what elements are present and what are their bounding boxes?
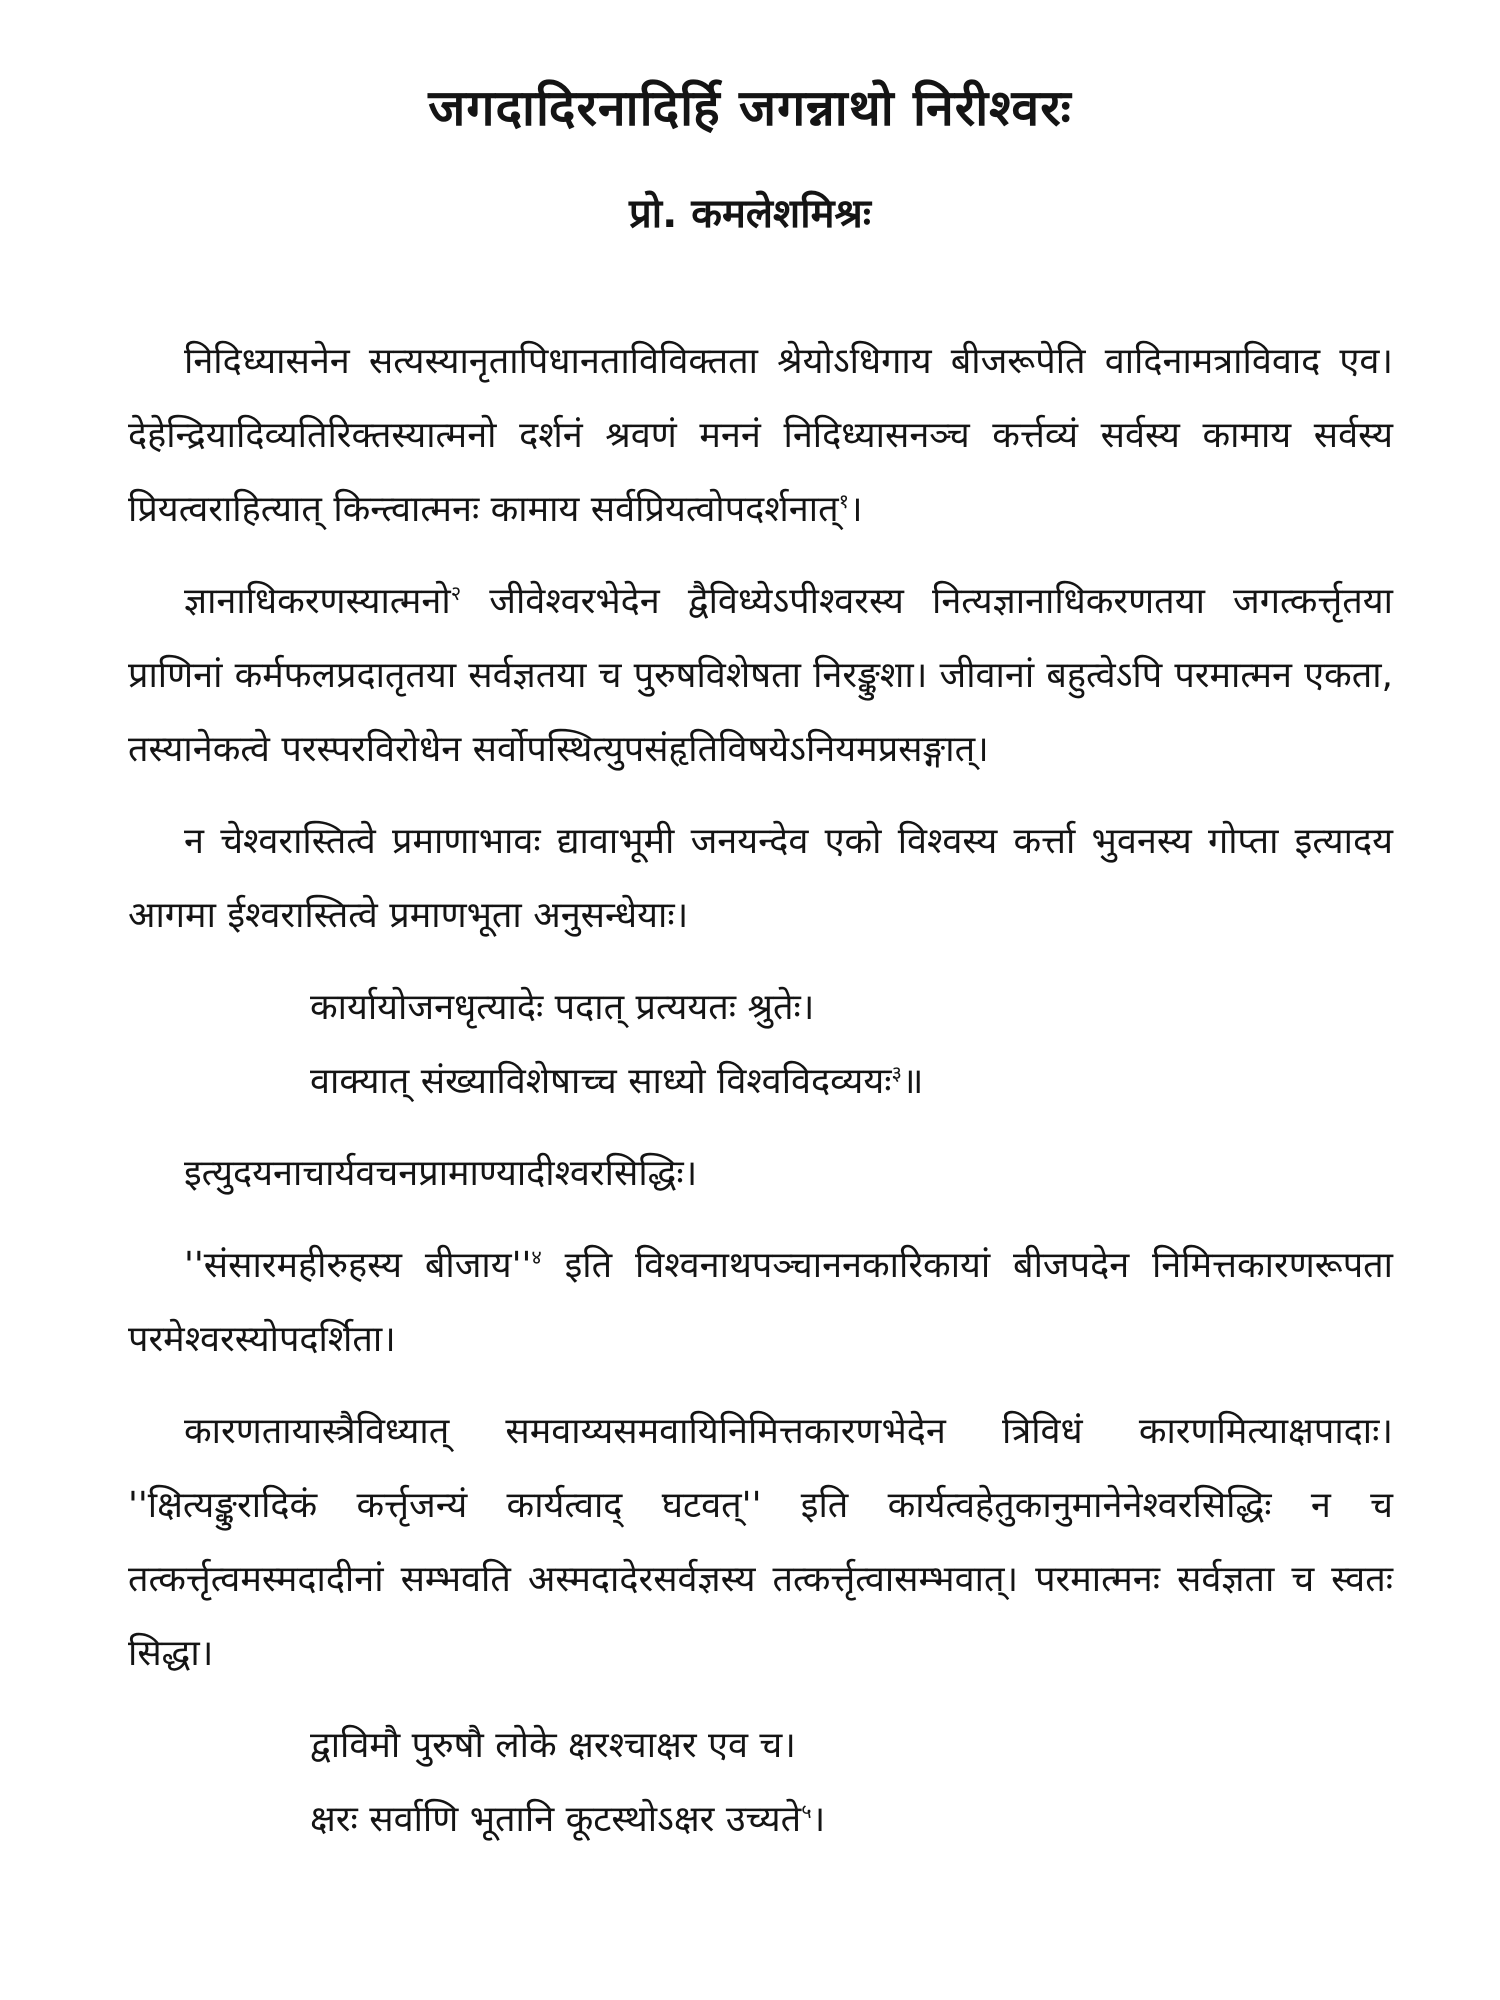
paragraph-tail: इति विश्वनाथपञ्चाननकारिकायां बीजपदेन निमित्तकारणरूपता परमेश्वरस्योपदर्शिता। [128, 1245, 1393, 1360]
paragraph-text: निदिध्यासनेन सत्यस्यानृतापिधानताविविक्तता श्रेयोऽधिगाय बीजरूपेति वादिनामत्राविवाद एव। देहेन्द्रियादिव्यतिरिक्तस्यात्मनो दर्शनं श्रवणं मननं निदिध्यासनञ्च कर्त्तव्यं सर्वस्य कामाय सर्वस्य प्रियत्वराहित्यात् किन्त्वात्मनः कामाय सर्वप्रियत्वोपदर्शनात् [128, 341, 1393, 530]
footnote-marker: ५ [801, 1799, 812, 1823]
article-body [128, 325, 1393, 1875]
paragraph-text: ''संसारमहीरुहस्य बीजाय'' [184, 1245, 532, 1286]
verse-line-tail: ॥ [901, 1061, 924, 1102]
verse-line-text: वाक्यात् संख्याविशेषाच्च साध्यो विश्वविदव्ययः [310, 1061, 892, 1102]
paragraph-tail: । [849, 489, 863, 530]
verse-line [310, 1783, 1393, 1857]
footnote-marker: ३ [891, 1061, 902, 1085]
paragraph-text: कारणतायास्त्रैविध्यात् समवाय्यसमवायिनिमित्तकारणभेदेन त्रिविधं कारणमित्याक्षपादाः। ''क्षित्यङ्कुरादिकं कर्त्तृजन्यं कार्यत्वाद् घटवत्'' इति कार्यत्वहेतुकानुमानेनेश्वरसिद्धिः न च तत्कर्त्तृत्वमस्मदादीनां सम्भवति अस्मदादेरसर्वज्ञस्य तत्कर्त्तृत्वासम्भवात्। परमात्मनः सर्वज्ञता च स्वतः सिद्धा। [128, 1411, 1393, 1674]
footnote-marker: ४ [531, 1245, 542, 1269]
verse-line [310, 1045, 1393, 1119]
paragraph-text: ज्ञानाधिकरणस्यात्मनो [184, 581, 451, 622]
page-title: जगदादिरनादिर्हि जगन्नाथो निरीश्वरः [428, 79, 1072, 137]
verse-line-text: क्षरः सर्वाणि भूतानि कूटस्थोऽक्षर उच्यते [310, 1799, 802, 1840]
paragraph-5 [128, 1229, 1393, 1377]
paragraph-3 [128, 805, 1393, 953]
verse-line: कार्यायोजनधृत्यादेः पदात् प्रत्ययतः श्रुतेः। [310, 987, 815, 1028]
verse-block-2 [128, 1709, 1393, 1857]
paragraph-text: इत्युदयनाचार्यवचनप्रामाण्यादीश्वरसिद्धिः। [184, 1153, 698, 1194]
paragraph-2 [128, 565, 1393, 787]
paragraph-1 [128, 325, 1393, 547]
paragraph-6 [128, 1395, 1393, 1691]
paragraph-tail: जीवेश्वरभेदेन द्वैविध्येऽपीश्वरस्य नित्यज्ञानाधिकरणतया जगत्कर्त्तृतया प्राणिनां कर्मफलप्रदातृतया सर्वज्ञतया च पुरुषविशेषता निरङ्कुशा। जीवानां बहुत्वेऽपि परमात्मन एकता, तस्यानेकत्वे परस्परविरोधेन सर्वोपस्थित्युपसंहृतिविषयेऽनियमप्रसङ्गात्। [128, 581, 1393, 770]
footnote-marker: २ [450, 581, 462, 605]
author-name: प्रो. कमलेशमिश्रः [629, 191, 871, 237]
paragraph-text: न चेश्वरास्तित्वे प्रमाणाभावः द्यावाभूमी जनयन्देव एको विश्वस्य कर्त्ता भुवनस्य गोप्ता इत्यादय आगमा ईश्वरास्तित्वे प्रमाणभूता अनुसन्धेयाः। [128, 821, 1393, 936]
footnote-marker: १ [838, 489, 849, 513]
paragraph-4 [128, 1137, 1393, 1211]
verse-block-1 [128, 971, 1393, 1119]
verse-line: द्वाविमौ पुरुषौ लोके क्षरश्चाक्षर एव च। [310, 1725, 796, 1766]
verse-line-tail: । [811, 1799, 826, 1840]
